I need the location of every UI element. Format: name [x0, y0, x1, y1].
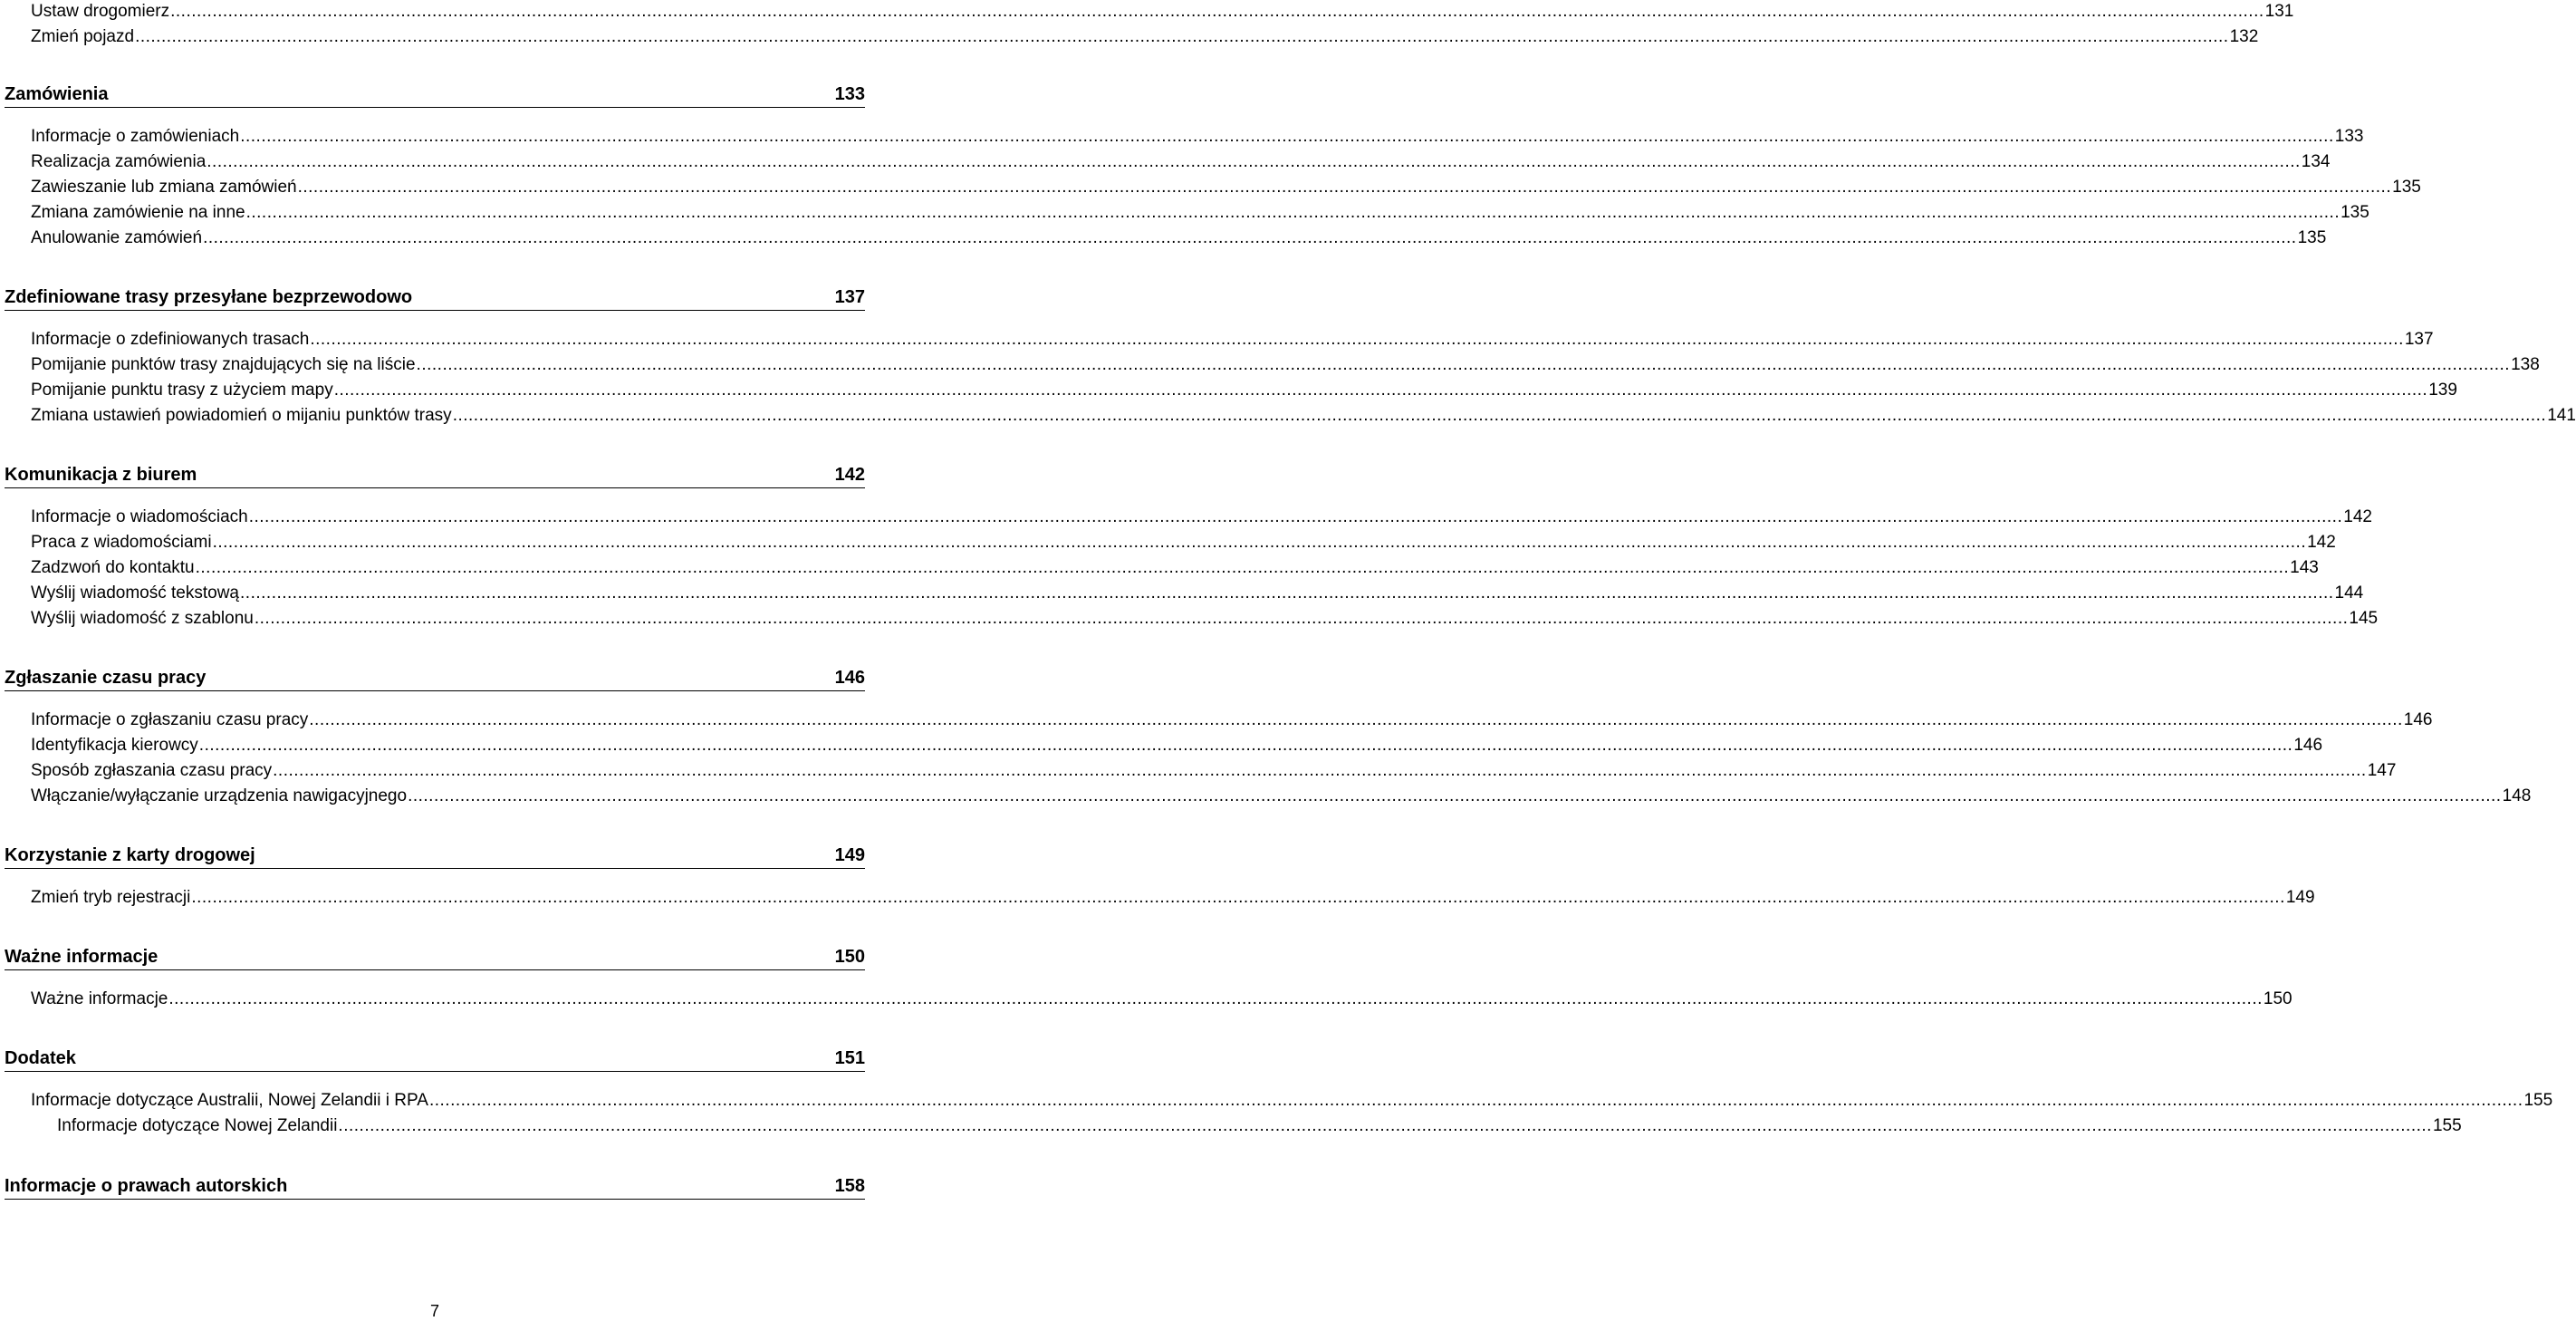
toc-entry-title: Informacje o wiadomościach — [31, 507, 248, 526]
toc-entry-page: 149 — [2285, 888, 2315, 907]
toc-entry-page: 134 — [2301, 152, 2331, 171]
toc-section-heading[interactable] — [5, 461, 865, 488]
toc-entry-page: 133 — [2334, 127, 2364, 146]
toc-entry-title: Zadzwoń do kontaktu — [31, 558, 195, 577]
toc-entry-title: Informacje dotyczące Nowej Zelandii — [57, 1116, 338, 1135]
toc-entry-page: 142 — [2307, 533, 2336, 552]
toc-entry[interactable] — [31, 404, 2576, 428]
toc-entry-title: Praca z wiadomościami — [31, 533, 212, 552]
toc-entry[interactable] — [31, 582, 2364, 605]
toc-dot-leader: ................................................................................................................................................................................................................................................................................................................................................................................................................ — [212, 533, 2307, 552]
toc-dot-leader: ................................................................................................................................................................................................................................................................................................................................................................................................................ — [168, 989, 2263, 1008]
toc-entry-page: 146 — [2403, 710, 2433, 729]
toc-entry-title: Pomijanie punktów trasy znajdujących się na liście — [31, 355, 416, 374]
toc-entry-title: Ważne informacje — [31, 989, 168, 1008]
toc-entry-title: Korzystanie z karty drogowej — [5, 845, 255, 865]
toc-dot-leader: ................................................................................................................................................................................................................................................................................................................................................................................................................ — [203, 228, 2297, 247]
toc-entry-page: 144 — [2334, 583, 2364, 603]
toc-entry-page: 145 — [2349, 609, 2379, 628]
toc-section-heading[interactable] — [5, 284, 865, 311]
toc-dot-leader: ................................................................................................................................................................................................................................................................................................................................................................................................................ — [198, 736, 2293, 755]
toc-entry[interactable] — [31, 988, 2292, 1011]
toc-entry-page: 150 — [2263, 989, 2292, 1008]
toc-entry-title: Dodatek — [5, 1048, 76, 1068]
toc-entry-page: 155 — [2432, 1116, 2462, 1135]
toc-entry-page: 148 — [2502, 786, 2532, 805]
toc-entry-page: 142 — [834, 465, 865, 485]
toc-dot-leader: ................................................................................................................................................................................................................................................................................................................................................................................................................ — [310, 330, 2404, 349]
toc-entry-title: Informacje o zgłaszaniu czasu pracy — [31, 710, 309, 729]
toc-entry-title: Ustaw drogomierz — [31, 2, 170, 21]
toc-dot-leader: ................................................................................................................................................................................................................................................................................................................................................................................................................ — [428, 1091, 2523, 1110]
toc-entry-page: 138 — [2511, 355, 2540, 374]
toc-entry-title: Ważne informacje — [5, 947, 159, 967]
toc-entry-page: 158 — [834, 1176, 865, 1196]
toc-dot-leader: ................................................................................................................................................................................................................................................................................................................................................................................................................ — [273, 761, 2367, 780]
toc-dot-leader: ................................................................................................................................................................................................................................................................................................................................................................................................................ — [297, 178, 2392, 197]
toc-entry-title: Sposób zgłaszania czasu pracy — [31, 761, 273, 780]
toc-entry[interactable] — [31, 709, 2433, 732]
toc-dot-leader: ................................................................................................................................................................................................................................................................................................................................................................................................................ — [408, 786, 2502, 805]
toc-entry[interactable] — [31, 25, 2259, 49]
toc-section-heading[interactable] — [5, 842, 865, 869]
toc-dot-leader: ................................................................................................................................................................................................................................................................................................................................................................................................................ — [333, 381, 2428, 400]
toc-entry-page: 142 — [2343, 507, 2372, 526]
toc-entry[interactable] — [31, 201, 2369, 225]
toc-dot-leader: ................................................................................................................................................................................................................................................................................................................................................................................................................ — [338, 1116, 2432, 1135]
toc-entry-page: 146 — [834, 668, 865, 688]
toc-entry-page: 135 — [2297, 228, 2327, 247]
toc-entry[interactable] — [31, 150, 2331, 174]
toc-entry-title: Zgłaszanie czasu pracy — [5, 668, 207, 688]
page-number: 7 — [429, 1302, 439, 1320]
toc-section-heading[interactable] — [5, 664, 865, 691]
toc-entry-title: Wyślij wiadomość tekstową — [31, 583, 240, 603]
toc-entry-title: Zdefiniowane trasy przesyłane bezprzewodowo — [5, 287, 413, 307]
toc-entry-title: Anulowanie zamówień — [31, 228, 203, 247]
toc-entry[interactable] — [31, 0, 2294, 24]
toc-entry[interactable] — [31, 227, 2327, 250]
toc-entry-page: 149 — [834, 845, 865, 865]
toc-entry-page: 151 — [834, 1048, 865, 1068]
toc-entry-page: 141 — [2547, 406, 2576, 425]
toc-entry-page: 155 — [2523, 1091, 2553, 1110]
toc-dot-leader: ................................................................................................................................................................................................................................................................................................................................................................................................................ — [240, 127, 2334, 146]
toc-dot-leader: ................................................................................................................................................................................................................................................................................................................................................................................................................ — [135, 27, 2229, 46]
toc-entry-page: 143 — [2290, 558, 2319, 577]
toc-dot-leader: ................................................................................................................................................................................................................................................................................................................................................................................................................ — [254, 609, 2349, 628]
toc-dot-leader: ................................................................................................................................................................................................................................................................................................................................................................................................................ — [191, 888, 2285, 907]
toc-entry-title: Pomijanie punktu trasy z użyciem mapy — [31, 381, 333, 400]
toc-entry[interactable] — [31, 531, 2336, 554]
toc-entry-title: Zmień tryb rejestracji — [31, 888, 191, 907]
toc-entry-title: Informacje o prawach autorskich — [5, 1176, 288, 1196]
toc-section-heading[interactable] — [5, 943, 865, 970]
toc-entry[interactable] — [57, 1114, 2462, 1138]
toc-entry-title: Zawieszanie lub zmiana zamówień — [31, 178, 297, 197]
toc-entry-title: Komunikacja z biurem — [5, 465, 197, 485]
toc-dot-leader: ................................................................................................................................................................................................................................................................................................................................................................................................................ — [207, 152, 2301, 171]
toc-entry-title: Zamówienia — [5, 84, 109, 104]
toc-entry[interactable] — [31, 353, 2540, 377]
toc-entry[interactable] — [31, 379, 2457, 402]
toc-entry[interactable] — [31, 328, 2434, 352]
toc-entry[interactable] — [31, 607, 2379, 631]
toc-entry-page: 132 — [2229, 27, 2259, 46]
toc-entry-title: Informacje o zdefiniowanych trasach — [31, 330, 310, 349]
toc-entry-page: 137 — [2404, 330, 2434, 349]
toc-entry[interactable] — [31, 886, 2315, 910]
toc-entry-page: 146 — [2293, 736, 2323, 755]
toc-section-heading[interactable] — [5, 1045, 865, 1072]
toc-dot-leader: ................................................................................................................................................................................................................................................................................................................................................................................................................ — [245, 203, 2341, 222]
toc-entry-title: Wyślij wiadomość z szablonu — [31, 609, 254, 628]
toc-dot-leader: ................................................................................................................................................................................................................................................................................................................................................................................................................ — [248, 507, 2343, 526]
toc-dot-leader: ................................................................................................................................................................................................................................................................................................................................................................................................................ — [240, 583, 2334, 603]
toc-entry-title: Zmiana zamówienie na inne — [31, 203, 245, 222]
toc-entry[interactable] — [31, 556, 2319, 580]
toc-dot-leader: ................................................................................................................................................................................................................................................................................................................................................................................................................ — [170, 2, 2264, 21]
toc-entry-page: 150 — [834, 947, 865, 967]
toc-entry-page: 137 — [834, 287, 865, 307]
toc-entry-page: 135 — [2392, 178, 2421, 197]
toc-entry[interactable] — [31, 176, 2421, 199]
toc-entry-title: Informacje o zamówieniach — [31, 127, 240, 146]
toc-entry-title: Włączanie/wyłączanie urządzenia nawigacyjnego — [31, 786, 408, 805]
toc-entry-title: Realizacja zamówienia — [31, 152, 207, 171]
toc-entry-page: 139 — [2428, 381, 2457, 400]
toc-entry[interactable] — [31, 125, 2364, 149]
toc-entry[interactable] — [31, 785, 2532, 808]
toc-entry-page: 147 — [2367, 761, 2397, 780]
toc-dot-leader: ................................................................................................................................................................................................................................................................................................................................................................................................................ — [195, 558, 2290, 577]
toc-entry[interactable] — [31, 506, 2372, 529]
toc-dot-leader: ................................................................................................................................................................................................................................................................................................................................................................................................................ — [452, 406, 2547, 425]
toc-entry[interactable] — [31, 759, 2397, 783]
toc-dot-leader: ................................................................................................................................................................................................................................................................................................................................................................................................................ — [309, 710, 2403, 729]
toc-entry-title: Identyfikacja kierowcy — [31, 736, 198, 755]
toc-section-heading[interactable] — [5, 81, 865, 108]
toc-entry[interactable] — [31, 1089, 2553, 1113]
toc-entry-page: 135 — [2341, 203, 2369, 222]
toc-entry-page: 133 — [834, 84, 865, 104]
toc-section-heading[interactable] — [5, 1172, 865, 1200]
toc-entry[interactable] — [31, 734, 2323, 757]
toc-entry-title: Zmiana ustawień powiadomień o mijaniu punktów trasy — [31, 406, 452, 425]
toc-entry-page: 131 — [2264, 2, 2294, 21]
toc-dot-leader: ................................................................................................................................................................................................................................................................................................................................................................................................................ — [416, 355, 2511, 374]
toc-entry-title: Zmień pojazd — [31, 27, 135, 46]
toc-entry-title: Informacje dotyczące Australii, Nowej Zelandii i RPA — [31, 1091, 428, 1110]
